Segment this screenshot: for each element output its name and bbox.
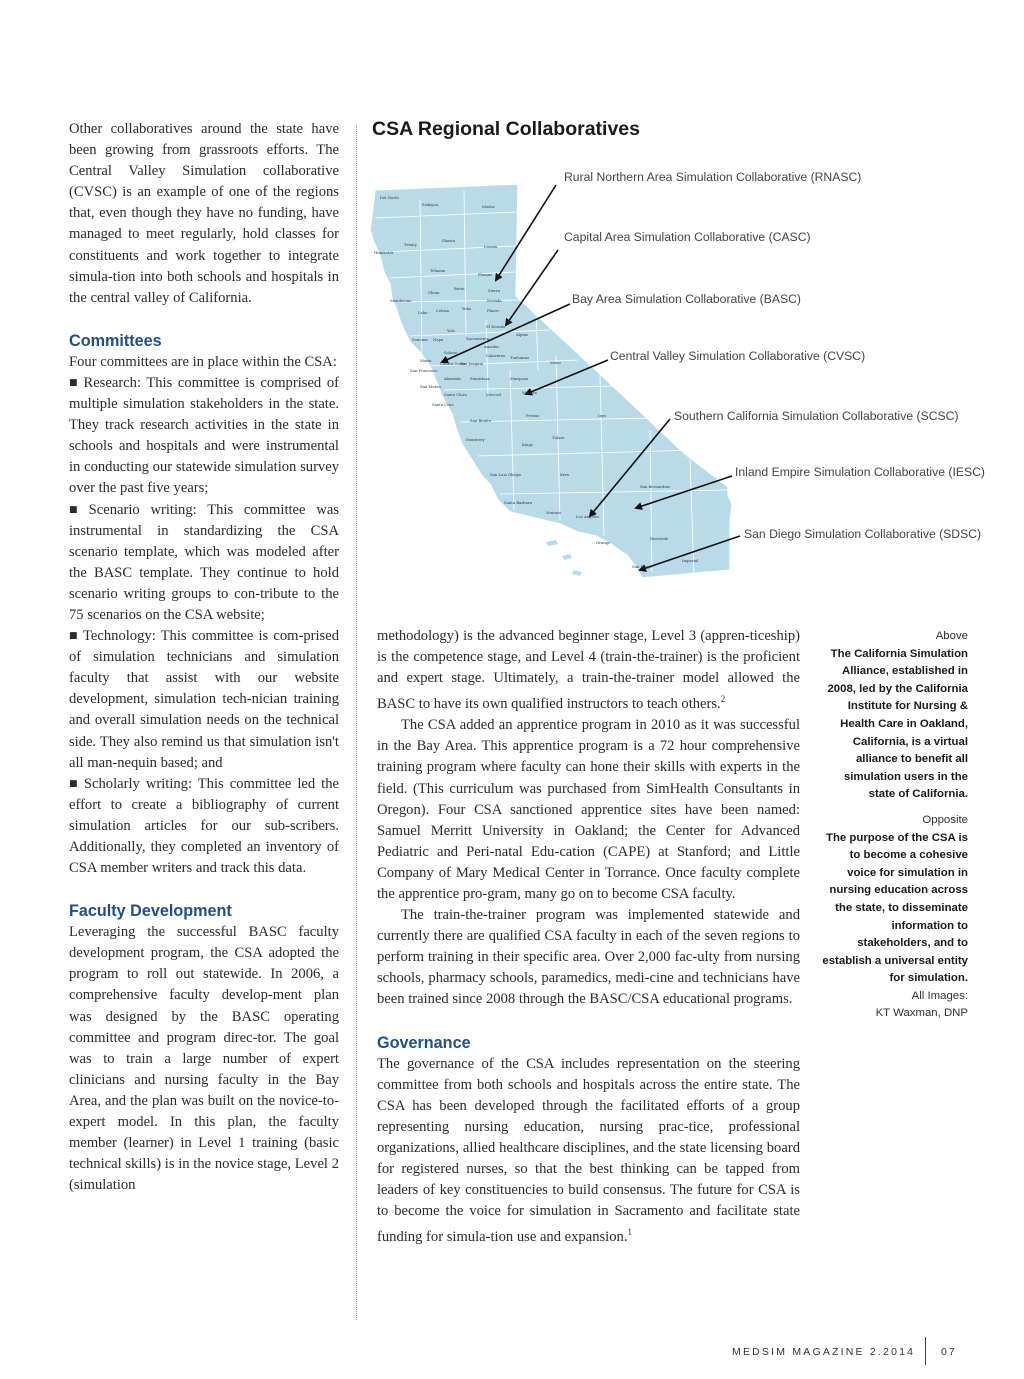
county-label: Lake — [418, 310, 428, 315]
county-label: Shasta — [442, 238, 456, 243]
county-label: Marin — [420, 358, 432, 363]
caption-above-text: The California Simulation Alliance, established in 2008, led by the California Institute for Nursing & Health Care in Oakland, California, is a virtual alliance to benefit all simulation users in the state of California. — [827, 647, 968, 801]
county-label: San Diego — [632, 564, 652, 569]
bullet-icon: ■ — [69, 377, 80, 388]
county-label: Calaveras — [486, 353, 506, 358]
county-label: Madera — [522, 390, 537, 395]
bullet-icon: ■ — [69, 778, 80, 789]
bullet-icon: ■ — [69, 631, 80, 642]
county-label: Tuolumne — [510, 355, 530, 360]
caption-opposite-label: Opposite — [922, 813, 968, 826]
caption-opposite-text: The purpose of the CSA is to become a cohesive voice for simulation in nursing education across the state, to disseminate information to stakeholders, and to establish a universal entity for simulation. — [822, 831, 968, 985]
image-caption — [818, 628, 968, 1023]
county-label: Lassen — [484, 244, 498, 249]
page-number: 07 — [941, 1346, 957, 1358]
county-label: Fresno — [526, 413, 540, 418]
county-label: Sonoma — [412, 337, 428, 342]
channel-island — [546, 540, 558, 546]
county-label: Santa Barbara — [504, 500, 532, 505]
county-label: San Mateo — [420, 384, 441, 389]
county-label: Yuba — [462, 306, 472, 311]
county-label: Plumas — [478, 272, 493, 277]
california-map — [360, 160, 1010, 620]
county-label: Riverside — [650, 536, 669, 541]
county-label: Kings — [522, 442, 533, 447]
county-label: Mono — [550, 360, 561, 365]
county-label: Siskiyou — [422, 202, 439, 207]
county-label: San Benito — [470, 418, 492, 423]
county-label: Tehama — [430, 268, 446, 273]
county-label: Santa Clara — [444, 392, 467, 397]
region-label-casc: Capital Area Simulation Collaborative (CASC) — [564, 230, 811, 244]
county-label: Merced — [486, 392, 501, 397]
county-label: Orange — [596, 540, 611, 545]
footnote-ref: 1 — [627, 1227, 632, 1238]
county-label: Inyo — [598, 413, 607, 418]
region-label-iesc: Inland Empire Simulation Collaborative (IESC) — [735, 465, 985, 479]
list-item: ■ Scholarly writing: This committee led the effort to create a bibliography of current simulation articles for our sub-scribers. Additionally, they completed an inventory of CSA member writers and track this data. — [69, 775, 339, 877]
region-label-scsc: Southern California Simulation Collaborative (SCSC) — [674, 409, 959, 423]
train-the-trainer-paragraph: The train-the-trainer program was implemented statewide and currently there are qualified CSA faculty in each of the seven regions to perform training in their specific area. Over 2,000 fac-ulty from nursing schools, pharmacy schools, paramedics, medi-cine and technicians have been trained since 2008 through the BASC/CSA educational programs. — [377, 907, 800, 1008]
county-label: Monterey — [466, 437, 485, 442]
faculty-development-heading: Faculty Development — [69, 902, 232, 921]
county-label: Los Angeles — [576, 514, 600, 519]
intro-paragraph: Other collaboratives around the state have been growing from grassroots efforts. The Central Valley Simulation collaborative (CVSC) is an example of one of the regions that, even though they have no funding, have managed to meet regularly, hold classes for constituents and work together to integrate simula-tion into both schools and hospitals in the central valley of California. — [69, 121, 339, 306]
county-label: Santa Cruz — [432, 402, 454, 407]
county-label: Imperial — [682, 558, 699, 563]
county-label: Mendocino — [390, 298, 412, 303]
county-label: Alpine — [516, 332, 529, 337]
county-label: San Francisco — [410, 368, 438, 373]
governance-paragraph: The governance of the CSA includes representation on the steering committee from both schools and hospitals across the entire state. The CSA has been developed through the facilitated efforts of a group representing nursing education, nursing prac-tice, professional organizations, allied healthcare disciplines, and the state licensing board for registered nurses, so that the best thinking can be tapped from leaders of key constituencies to build consensus. The future for CSA is to become the voice for simulation in Sacramento and facilitate state funding for simula-tion use and expansion.$^1$ — [377, 1055, 800, 1246]
county-label: Del Norte — [380, 195, 399, 200]
map-title: CSA Regional Collaboratives — [372, 118, 641, 140]
county-label: Modoc — [482, 204, 496, 209]
county-label: San Bernardino — [640, 484, 671, 489]
list-item: ■ Research: This committee is comprised of multiple simulation stakeholders in the state. They track research activities in the state in schools and hospitals and were instrumental in conducting our statewide simulation survey over the past five years; — [69, 374, 339, 497]
county-label: San Luis Obispo — [490, 472, 522, 477]
county-label: Napa — [433, 337, 444, 342]
methodology-paragraph: methodology) is the advanced beginner stage, Level 3 (appren-ticeship) is the competence stage, and Level 4 (train-the-trainer) is the proficient and expert stage. Ultimately, a train-the-trainer model allowed the BASC to have its own qualified instructors to teach others.$^2$ — [377, 628, 800, 713]
region-label-basc: Bay Area Simulation Collaborative (BASC) — [572, 292, 801, 306]
channel-island — [562, 554, 572, 560]
bullet-icon: ■ — [69, 504, 85, 515]
footer-issue: 2.2014 — [869, 1346, 916, 1358]
county-label: Sacramento — [466, 336, 490, 341]
caption-credit-name: KT Waxman, DNP — [875, 1007, 968, 1020]
committees-intro: Four committees are in place within the CSA: — [69, 353, 337, 370]
region-label-rnasc: Rural Northern Area Simulation Collaborative (RNASC) — [564, 170, 862, 184]
county-label: Amador — [484, 344, 500, 349]
county-label: Glenn — [428, 290, 440, 295]
county-label: Nevada — [487, 298, 502, 303]
county-label: Tulare — [552, 435, 565, 440]
middle-column — [377, 626, 800, 1248]
left-column — [69, 119, 339, 1196]
county-label: Kern — [560, 472, 570, 477]
faculty-development-paragraph: Leveraging the successful BASC faculty development program, the CSA adopted the program to roll out statewide. In 2006, a comprehensive faculty develop-ment plan was designed by the BASC operating committee and program direc-tor. The goal was to train a large number of expert clinicians and nursing faculty in the Bay Area, and the plan was built on the novice-to-expert model. In this plan, the faculty member (learner) in Level 1 training (basic technical skills) is in the novice stage, Level 2 (simulation — [69, 924, 339, 1194]
committees-list — [69, 373, 339, 879]
county-label: Trinity — [404, 242, 417, 247]
county-label: El Dorado — [486, 324, 506, 329]
governance-heading: Governance — [377, 1033, 471, 1052]
california-map-graphic — [360, 160, 1010, 620]
county-label: Sierra — [488, 288, 500, 293]
county-label: Colusa — [436, 308, 450, 313]
apprentice-paragraph: The CSA added an apprentice program in 2010 as it was successful in the Bay Area. This apprentice program is a 72 hour comprehensive training program where faculty can hone their skills with experts in the field. (This curriculum was purchased from SimHealth Consultants in Oregon). Four CSA sanctioned apprentice sites have been named: Samuel Merritt University in Oakland; the Center for Advanced Pediatric and Peri-natal Edu-cation (CAPE) at Stanford; and Little Company of Mary Medical Center in Torrance. Once faculty complete the apprentice pro-gram, many go on to become CSA faculty. — [377, 717, 800, 902]
county-label: Butte — [454, 286, 465, 291]
county-label: Yolo — [447, 328, 455, 333]
county-label: Alameda — [444, 376, 461, 381]
list-item: ■ Scenario writing: This committee was instrumental in standardizing the CSA scenario template, which was modeled after the BASC template. They continue to hold scenario writing groups to con-tribute to the 75 scenarios on the CSA website; — [69, 501, 339, 623]
region-label-sdsc: San Diego Simulation Collaborative (SDSC) — [744, 527, 982, 541]
caption-above-label: Above — [935, 630, 968, 642]
column-divider — [356, 125, 357, 1320]
county-label: San Joaquin — [460, 361, 484, 366]
footer-magazine: MEDSIM MAGAZINE 2.2014 — [732, 1346, 916, 1358]
county-label: Ventura — [546, 510, 562, 515]
county-label: Solano — [444, 350, 458, 355]
committees-heading: Committees — [69, 331, 162, 350]
footnote-ref: 2 — [720, 694, 726, 705]
county-label: Placer — [487, 308, 500, 313]
list-item: ■ Technology: This committee is com-prised of simulation technicians and simulation faculty that assist with our website development, simulation tech-nician training and overall simulation needs on the technical side. They also remind us that simulation isn't all man-nequin based; and — [69, 628, 339, 771]
channel-island — [572, 570, 582, 576]
caption-credit-label: All Images: — [911, 989, 968, 1002]
county-label: Contra Costa — [440, 361, 466, 366]
county-label: Mariposa — [510, 376, 529, 381]
county-label: Stanislaus — [470, 376, 490, 381]
footer-divider — [925, 1337, 926, 1365]
county-label: Humboldt — [374, 250, 394, 255]
region-label-cvsc: Central Valley Simulation Collaborative (CVSC) — [610, 349, 866, 363]
